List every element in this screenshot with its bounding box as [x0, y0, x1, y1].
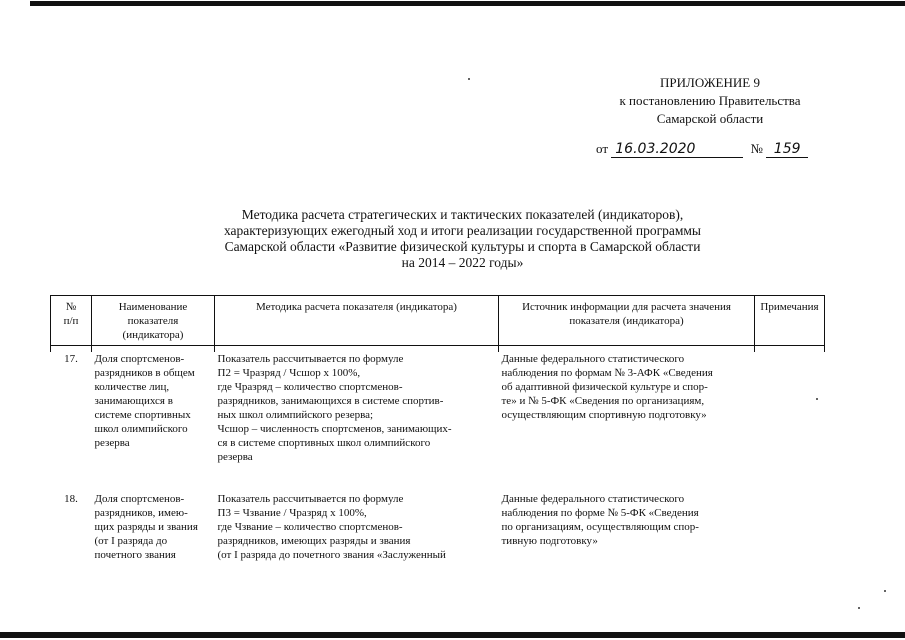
table-row [51, 492, 825, 562]
header-method: Методика расчета показателя (индикатора) [215, 296, 499, 346]
row-method: Показатель рассчитывается по формуле П2 = Чразряд / Чсшор х 100%, где Чразряд – количество спортсменов- разрядников, занимающихся в системе спортив- ных школ олимпийского резерва; Чсшор – численность спортсменов, занимающих- ся в системе спортивных школ олимпийского резерва [217, 353, 452, 463]
scan-speck [884, 590, 886, 592]
header-name: Наименование показателя (индикатора) [92, 296, 215, 346]
top-scan-border [30, 1, 905, 6]
row-indicator-name: Доля спортсменов- разрядников в общем количестве лиц, занимающихся в системе спортивных школ олимпийского резерва [94, 353, 195, 449]
bottom-scan-border [0, 632, 905, 638]
row-num: 17. [64, 353, 78, 365]
appendix-region: Самарской области [656, 111, 764, 126]
indicators-table [50, 295, 825, 562]
handwritten-date: 16.03.2020 [611, 142, 743, 158]
row-indicator-name: Доля спортсменов- разрядников, имею- щих разряды и звания (от I разряда до почетного звания [94, 493, 198, 561]
handwritten-number: 159 [766, 142, 808, 158]
number-prefix: № [750, 141, 763, 156]
title-line-1: Методика расчета стратегических и тактических показателей (индикаторов), [241, 207, 684, 222]
scan-speck [468, 78, 470, 80]
appendix-header [560, 74, 860, 128]
header-note: Примечания [755, 296, 825, 346]
document-title [150, 207, 775, 271]
header-source: Источник информации для расчета значения показателя (индикатора) [499, 296, 755, 346]
scan-speck [858, 607, 860, 609]
row-source: Данные федерального статистического наблюдения по формам № 3-АФК «Сведения об адаптивной физической культуре и спор- те» и № 5-ФК «Сведения по организациям, осуществляющим спортивную подготовку» [501, 353, 713, 421]
appendix-reference: к постановлению Правительства [619, 93, 801, 108]
row-num: 18. [64, 493, 78, 505]
header-num: № п/п [51, 296, 92, 346]
row-note [755, 352, 825, 492]
table-header-row [51, 296, 825, 346]
row-note [755, 492, 825, 562]
table-row [51, 352, 825, 492]
title-line-2: характеризующих ежегодный ход и итоги реализации государственной программы [223, 223, 701, 238]
scan-speck [816, 398, 818, 400]
appendix-number: ПРИЛОЖЕНИЕ 9 [660, 75, 760, 90]
title-line-3: Самарской области «Развитие физической культуры и спорта в Самарской области [224, 239, 701, 254]
title-line-4: на 2014 – 2022 годы» [401, 255, 524, 270]
decree-date-number [596, 141, 808, 158]
date-prefix: от [596, 141, 609, 156]
row-method: Показатель рассчитывается по формуле П3 = Чзвание / Чразряд х 100%, где Чзвание – количество спортсменов- разрядников, имеющих разряды и звания (от I разряда до почетного звания «Заслуженный [217, 493, 446, 561]
row-source: Данные федерального статистического наблюдения по форме № 5-ФК «Сведения по организациям, осуществляющим спор- тивную подготовку» [501, 493, 699, 547]
